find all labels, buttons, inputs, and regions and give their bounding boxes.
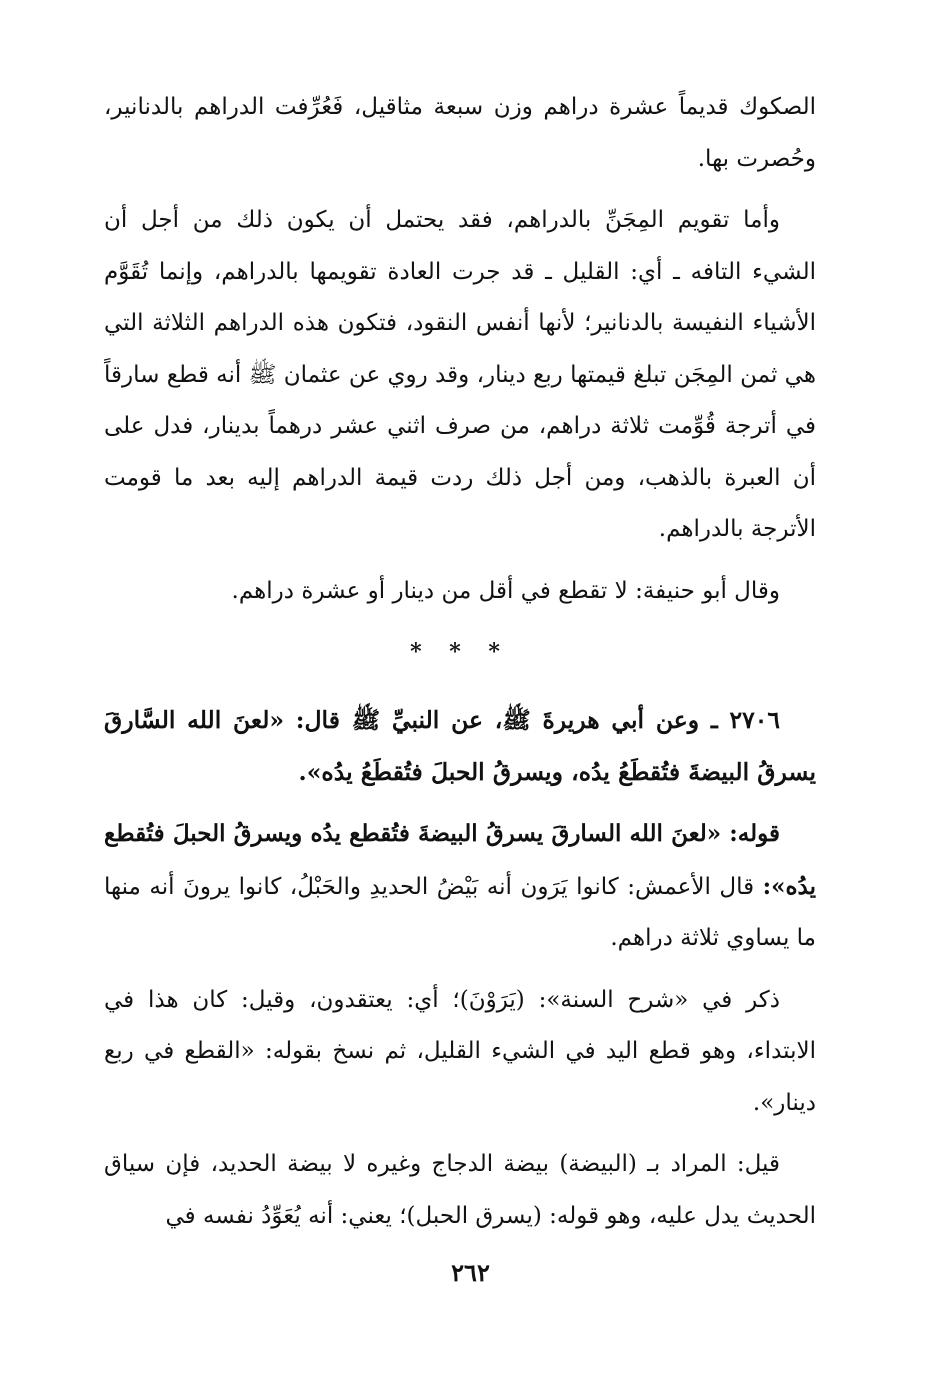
section-separator: * * * bbox=[410, 639, 510, 665]
paragraph-mijann-valuation: وأما تقويم المِجَنِّ بالدراهم، فقد يحتمل أن يكون ذلك من أجل أن الشيء التافه ـ أي: القليل ـ قد جرت العادة تقويمها بالدراهم، وإنما تُقَوَّم الأشياء النفيسة بالدنانير؛ لأنها أنفس النقود، فتكون هذه الدراهم الثلاثة التي هي ثمن المِجَن تبلغ قيمتها ربع دينار، وقد روي عن عثمان ﷺ أنه قطع سارقاً في أترجة قُوِّمت ثلاثة دراهم، من صرف اثني عشر درهماً بدينار، فدل على أن العبرة بالذهب، ومن أجل ذلك ردت قيمة الدراهم إليه بعد ما قومت الأترجة بالدراهم. bbox=[104, 207, 816, 542]
paragraph-commentary bbox=[104, 808, 816, 965]
paragraph-egg-meaning: قيل: المراد بـ (البيضة) بيضة الدجاج وغيره لا بيضة الحديد، فإن سياق الحديث يدل عليه، وهو قوله: (يسرق الحبل)؛ يعني: أنه يُعَوِّدُ نفسه في bbox=[104, 1151, 816, 1229]
commentary-quote: قوله: «لعنَ الله السارقَ يسرقُ البيضةَ فتُقطع يدُه ويسرقُ الحبلَ فتُقطع يدُه»: bbox=[104, 820, 816, 900]
page-body bbox=[104, 82, 816, 1242]
page-number: ٢٦٢ bbox=[451, 1258, 490, 1287]
commentary-text: قال الأعمش: كانوا يَرَون أنه بَيْضُ الحديدِ والحَبْلُ، كانوا يرونَ أنه منها ما يساوي ثلاثة دراهم. bbox=[104, 873, 816, 951]
paragraph-continuation: الصكوك قديماً عشرة دراهم وزن سبعة مثاقيل، فَعُرِّفت الدراهم بالدنانير، وحُصرت بها. bbox=[104, 94, 816, 172]
paragraph-abu-hanifa: وقال أبو حنيفة: لا تقطع في أقل من دينار أو عشرة دراهم. bbox=[231, 577, 780, 604]
hadith-text: ٢٧٠٦ ـ وعن أبي هريرةَ ﷺ، عن النبيِّ ﷺ قال: «لعنَ الله السَّارقَ يسرقُ البيضةَ فتُقطَعُ يدُه، ويسرقُ الحبلَ فتُقطَعُ يدُه». bbox=[104, 706, 816, 786]
paragraph-sharh-sunnah: ذكر في «شرح السنة»: (يَرَوْنَ)؛ أي: يعتقدون، وقيل: كان هذا في الابتداء، وهو قطع اليد في الشيء القليل، ثم نسخ بقوله: «القطع في ربع دينار». bbox=[104, 986, 816, 1116]
